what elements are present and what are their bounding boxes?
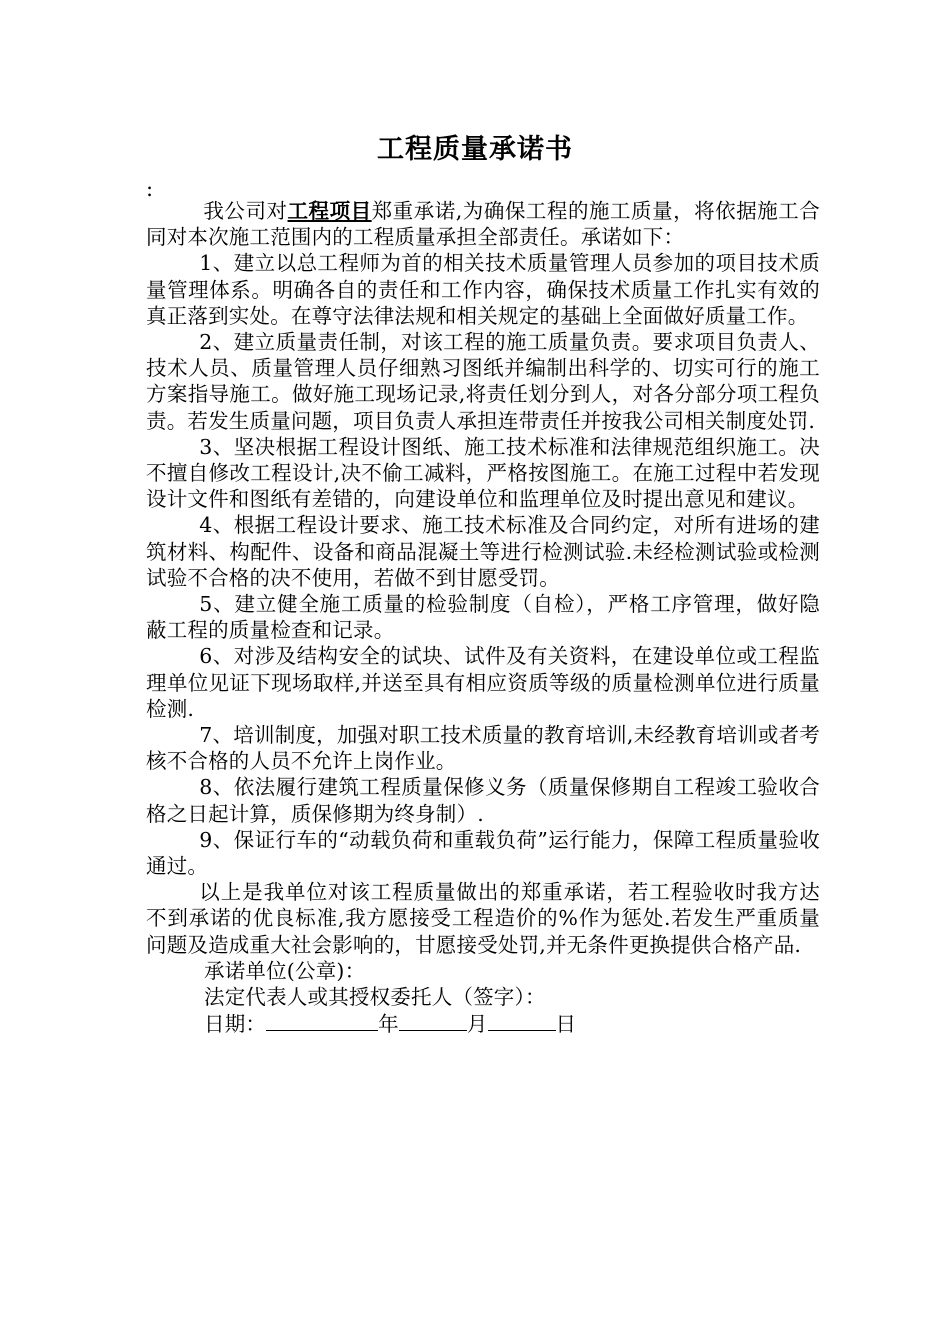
commitment-item-6: 6、对涉及结构安全的试块、试件及有关资料，在建设单位或工程监理单位见证下现场取样,并送至具有相应资质等级的质量检测单位进行质量检测.	[146, 644, 820, 721]
year-blank[interactable]	[266, 1010, 378, 1031]
signature-representative: 法定代表人或其授权委托人（签字）：	[204, 985, 546, 1010]
commitment-item-1: 1、建立以总工程师为首的相关技术质量管理人员参加的项目技术质量管理体系。明确各自的责任和工作内容，确保技术质量工作扎实有效的真正落到实处。在尊守法律法规和相关规定的基础上全面做好质量工作。	[146, 251, 820, 328]
commitment-item-5: 5、建立健全施工质量的检验制度（自检），严格工序管理，做好隐蔽工程的质量检查和记录。	[146, 592, 820, 643]
day-blank[interactable]	[488, 1010, 556, 1031]
commitment-item-8: 8、依法履行建筑工程质量保修义务（质量保修期自工程竣工验收合格之日起计算，质保修期为终身制）.	[146, 775, 820, 826]
intro-paragraph	[146, 198, 820, 250]
recipient-colon: :	[146, 177, 154, 201]
month-blank[interactable]	[399, 1010, 467, 1031]
month-char: 月	[466, 1012, 488, 1037]
closing-paragraph: 以上是我单位对该工程质量做出的郑重承诺，若工程验收时我方达不到承诺的优良标准,我方愿接受工程造价的%作为惩处.若发生严重质量问题及造成重大社会影响的，甘愿接受处罚,并无条件更换提供合格产品.	[146, 880, 820, 957]
commitment-item-2: 2、建立质量责任制，对该工程的施工质量负责。要求项目负责人、技术人员、质量管理人员仔细熟习图纸并编制出科学的、切实可行的施工方案指导施工。做好施工现场记录,将责任划分到人，对各分部分项工程负责。若发生质量问题，项目负责人承担连带责任并按我公司相关制度处罚.	[146, 330, 820, 433]
commitment-item-3: 3、坚决根据工程设计图纸、施工技术标准和法律规范组织施工。决不擅自修改工程设计,决不偷工减料，严格按图施工。在施工过程中若发现设计文件和图纸有差错的，向建设单位和监理单位及时提出意见和建议。	[146, 434, 820, 512]
commitment-item-7: 7、培训制度，加强对职工技术质量的教育培训,未经教育培训或者考核不合格的人员不允许上岗作业。	[146, 723, 820, 774]
commitment-item-4: 4、根据工程设计要求、施工技术标准及合同约定，对所有进场的建筑材料、构配件、设备和商品混凝土等进行检测试验.未经检测试验或检测试验不合格的决不使用，若做不到甘愿受罚。	[146, 513, 820, 590]
intro-rest: 郑重承诺,为确保工程的施工质量，将依据施工合同对本次施工范围内的工程质量承担全部责任。承诺如下：	[146, 199, 820, 250]
year-char: 年	[378, 1012, 399, 1037]
document-body	[146, 198, 820, 1038]
commitment-item-9: 9、保证行车的“动载负荷和重载负荷”运行能力，保障工程质量验收通过。	[146, 827, 820, 879]
project-name: 工程项目	[287, 199, 372, 223]
signature-unit: 承诺单位(公章)：	[204, 958, 366, 983]
date-label: 日期：	[204, 1012, 267, 1037]
intro-prefix: 我公司对	[203, 199, 288, 223]
day-char: 日	[555, 1012, 577, 1037]
document-title: 工程质量承诺书	[377, 134, 573, 165]
signature-date	[146, 1010, 820, 1037]
